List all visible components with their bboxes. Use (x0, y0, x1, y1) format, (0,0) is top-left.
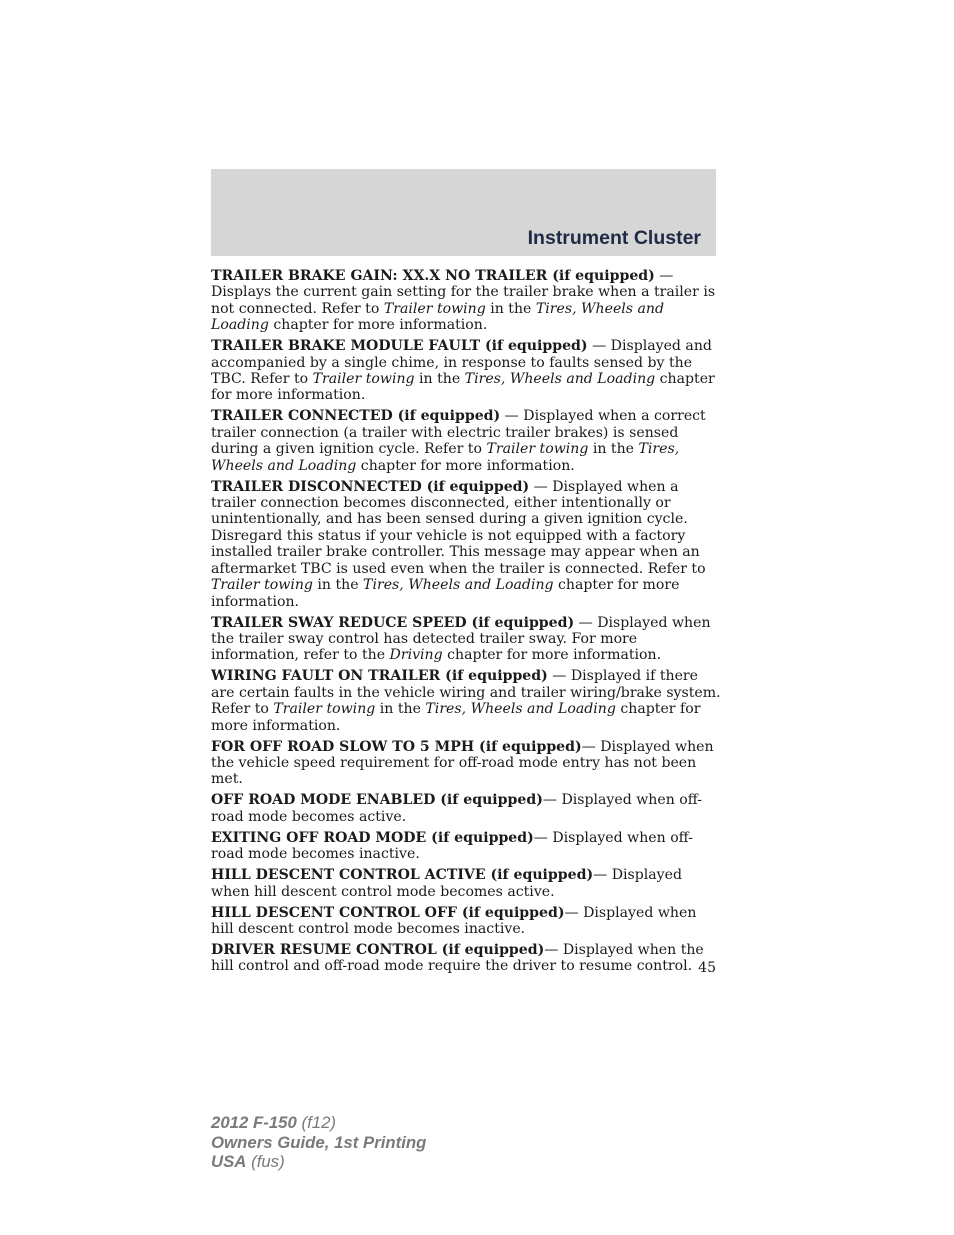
chapter-reference: Tires, Wheels and Loading (464, 371, 656, 388)
message-title: HILL DESCENT CONTROL ACTIVE (if equipped) (211, 867, 594, 884)
chapter-reference: Driving (389, 647, 443, 664)
message-entry-trailer-brake-gain: TRAILER BRAKE GAIN: XX.X NO TRAILER (if equipped) —Displays the current gain setting for the trailer brake when a trailer is not connected. Refer to Trailer towing in the Tires, Wheels and Loading chapter for more information. (211, 268, 716, 334)
message-entry-off-road-mode-enabled: OFF ROAD MODE ENABLED (if equipped)— Displayed when off-road mode becomes active. (211, 792, 703, 825)
message-title: TRAILER DISCONNECTED (if equipped) (211, 478, 530, 495)
message-title: FOR OFF ROAD SLOW TO 5 MPH (if equipped) (211, 738, 582, 755)
message-title: TRAILER BRAKE MODULE FAULT (if equipped) (211, 338, 588, 355)
message-title: TRAILER SWAY REDUCE SPEED (if equipped) (211, 614, 575, 631)
footer-region-line: USA (fus) (211, 1152, 285, 1171)
section-title: Instrument Cluster (527, 227, 701, 249)
message-title: WIRING FAULT ON TRAILER (if equipped) (211, 668, 548, 685)
message-entry-for-off-road-slow: FOR OFF ROAD SLOW TO 5 MPH (if equipped)— Displayed when the vehicle speed requirement for off-road mode entry has not been met. (211, 738, 714, 788)
document-footer (211, 1113, 426, 1172)
cross-reference: Trailer towing (383, 300, 486, 317)
section-header-band (211, 169, 716, 256)
message-entry-trailer-brake-module-fault: TRAILER BRAKE MODULE FAULT (if equipped) — Displayed and accompanied by a single chime, in response to faults sensed by the TBC. Refer to Trailer towing in the Tires, Wheels and Loading chapter for more information. (211, 338, 715, 404)
chapter-reference: Tires, Wheels and Loading (425, 701, 616, 718)
message-title: HILL DESCENT CONTROL OFF (if equipped) (211, 904, 565, 921)
message-title: TRAILER BRAKE GAIN: XX.X NO TRAILER (if equipped) (211, 268, 655, 284)
message-entry-trailer-disconnected: TRAILER DISCONNECTED (if equipped) — Displayed when a trailer connection becomes disconnected, either intentionally or unintentionally, and has been sensed during a given ignition cycle. Disregard this status if your vehicle is not equipped with a factory installed trailer brake controller. This message may appear when an aftermarket TBC is used even when the trailer is connected. Refer to Trailer towing in the Tires, Wheels and Loading chapter for more information. (211, 478, 706, 610)
footer-edition-line: Owners Guide, 1st Printing (211, 1132, 427, 1152)
message-entry-exiting-off-road-mode: EXITING OFF ROAD MODE (if equipped)— Displayed when off-road mode becomes inactive. (211, 829, 693, 863)
page-number: 45 (698, 960, 716, 976)
message-entry-trailer-connected: TRAILER CONNECTED (if equipped) — Displayed when a correct trailer connection (a trailer with electric trailer brakes) is sensed during a given ignition cycle. Refer to Trailer towing in the Tires, Wheels and Loading chapter for more information. (211, 408, 706, 474)
cross-reference: Trailer towing (273, 701, 376, 718)
message-list (211, 268, 721, 979)
chapter-reference: Tires, Wheels and Loading (363, 577, 554, 594)
cross-reference: Trailer towing (211, 577, 313, 594)
message-entry-trailer-sway-reduce-speed: TRAILER SWAY REDUCE SPEED (if equipped) — Displayed when the trailer sway control has detected trailer sway. For more information, refer to the Driving chapter for more information. (211, 614, 711, 664)
message-entry-driver-resume-control: DRIVER RESUME CONTROL (if equipped)— Displayed when the hill control and off-road mode require the driver to resume control. (211, 941, 704, 975)
message-title: DRIVER RESUME CONTROL (if equipped) (211, 941, 545, 958)
cross-reference: Trailer towing (486, 441, 589, 458)
message-entry-hill-descent-control-off: HILL DESCENT CONTROL OFF (if equipped)— Displayed when hill descent control mode becomes inactive. (211, 904, 697, 937)
message-entry-wiring-fault-on-trailer: WIRING FAULT ON TRAILER (if equipped) — Displayed if there are certain faults in the vehicle wiring and trailer wiring/brake system. Refer to Trailer towing in the Tires, Wheels and Loading chapter for more information. (211, 668, 721, 734)
chapter-reference: Tires, Wheels and Loading (211, 300, 665, 334)
footer-model-line: 2012 F-150 (f12) (211, 1113, 337, 1132)
message-title: EXITING OFF ROAD MODE (if equipped) (211, 829, 534, 846)
message-entry-hill-descent-control-active: HILL DESCENT CONTROL ACTIVE (if equipped)— Displayed when hill descent control mode becomes active. (211, 867, 682, 900)
chapter-reference: Tires, Wheels and Loading (211, 441, 680, 474)
message-title: OFF ROAD MODE ENABLED (if equipped) (211, 792, 543, 809)
message-title: TRAILER CONNECTED (if equipped) (211, 408, 501, 425)
cross-reference: Trailer towing (312, 371, 415, 388)
